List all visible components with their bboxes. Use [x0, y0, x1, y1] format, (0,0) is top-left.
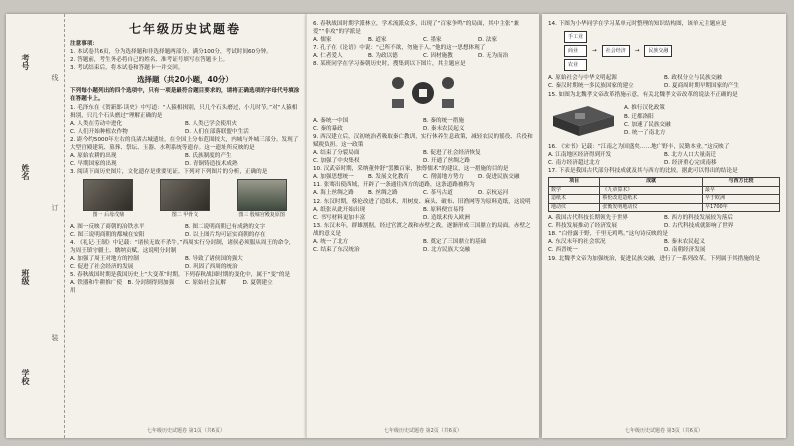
exam-title: 七年级历史试题卷 [128, 22, 241, 36]
table-cell: 《九章算术》 [600, 186, 703, 195]
option: C. 因材施教 [423, 53, 453, 60]
option: C. 加速了民族交融 [624, 121, 671, 128]
option: D. 古代科技成就影响了世界 [664, 223, 734, 230]
question-14-options [548, 74, 780, 82]
question-17-options [548, 214, 780, 222]
option: D. 南朝经济发展 [664, 247, 706, 254]
question-18: 18. “白骨露于野，千里无鸡鸣。”这句诗反映的是 [548, 231, 668, 238]
option: D. 京杭运河 [478, 190, 509, 197]
question-11: 11. 张骞出使西域，开辟了一条通往西方的道路，这条道路被称为 [313, 182, 475, 189]
option: D. 秦末农民起义 [423, 125, 465, 132]
question-2: 2. 距今约5000年左右的良渚古城遗址，在全国上分布范围较大，内城与外城三部分。发现了大型宫殿建筑、墓葬、祭坛、玉器、水利系统等遗存。这一遗址所反映的是 [70, 136, 299, 152]
diagram-box: 商业 [564, 45, 587, 57]
option: B. 政权分立与民族交融 [664, 75, 722, 82]
option: A. 推行汉化政策 [624, 105, 665, 112]
option: C. 茶马古道 [423, 190, 453, 197]
question-4-options [70, 255, 300, 263]
option: B. 迁都洛阳 [624, 113, 654, 120]
caption: 图一 后母戊鼎 [92, 212, 125, 219]
option: A. 统一了北方 [313, 238, 349, 245]
table-row [549, 203, 780, 212]
diagram-box: 手工业 [564, 31, 587, 43]
question-5-options [70, 279, 300, 295]
question-2-options [70, 160, 300, 168]
option: C. 人们开始种植农作物 [70, 128, 128, 135]
question-9-options [313, 157, 533, 165]
option: C. 加强了中央集权 [313, 158, 360, 165]
question-7: 7. 孔子在《论语》中说：“己所不欲，勿施于人。”他的这一思想体现了 [313, 45, 486, 52]
option: C. 书写材料更加丰富 [313, 214, 366, 221]
figure-2 [160, 179, 210, 219]
option: B. 北方人口大量南迁 [664, 151, 717, 158]
achievements-table [548, 177, 780, 212]
question-10: 10. 汉武帝时期，采纳董仲舒“罢黜百家，独尊儒术”的建议，这一措施的目的是 [313, 166, 509, 173]
option: C. 秦的暴政 [313, 125, 343, 132]
option: B. 导致了诸侯国的强大 [185, 255, 243, 262]
question-10-options [313, 173, 533, 181]
figure-1 [83, 179, 133, 219]
table-row [549, 195, 780, 204]
option: A. 江南地区经济得到开发 [548, 151, 612, 158]
option: D. 造纸术传入欧洲 [423, 214, 471, 221]
option: B. 西方的科技发展较为落后 [664, 215, 733, 222]
question-16-options [548, 151, 780, 159]
arrow-icon: → [592, 48, 597, 55]
question-6: 6. 春秋战国时期学派林立，学术流派众多，出现了“百家争鸣”的局面，其中主张“兼爱”“非攻”的学派是 [313, 21, 519, 36]
question-3-options [70, 223, 300, 231]
option: A. 人类在劳动中进化 [70, 120, 123, 127]
option: A. 加强了周王对地方的控制 [70, 255, 139, 262]
coins-illustration [388, 73, 458, 113]
option: C. 南方经济超过北方 [548, 159, 601, 166]
option: D. 促进民族交融 [478, 174, 520, 181]
table-header-cell: 项目 [549, 178, 600, 187]
option: B. 图二说明商朝已有成熟的文字 [185, 223, 266, 230]
table-cell: 张衡发明地动仪 [600, 203, 703, 212]
option: A. 儒家 [313, 37, 332, 44]
question-3: 3. 阅读下面历史图片，文化遗存是重要见证。下列对下列图片的分析，正确的是 [70, 169, 268, 176]
school-label: 学校 [21, 369, 30, 385]
question-12-options [313, 214, 533, 222]
exam-number-label: 考号 [21, 54, 30, 70]
question-8: 8. 某班同学在学习秦朝历史时，搜集到以下图片，其主题应是 [313, 61, 466, 68]
question-14: 14. 下图为小华同学在学习某单元时整理的知识结构图，该单元主题应是 [548, 21, 727, 27]
question-13-options [313, 246, 533, 254]
question-9: 9. 西汉建立后，汉初统治者吸取秦亡教训，实行休养生息政策，减轻农民的徭役、兵役和赋税负担。这一政策 [313, 133, 533, 148]
question-1-options [70, 120, 300, 128]
question-7-options [313, 52, 533, 60]
question-16-options [548, 159, 780, 167]
option: A. 图一反映了商朝的冶铁水平 [70, 223, 145, 230]
option: D. 以上图片均可证实商朝的存在 [185, 231, 266, 238]
option: C. 图三说明商朝的都城在安阳 [70, 231, 145, 238]
option: B. 原料便宜易得 [423, 206, 464, 213]
notice-heading: 注意事项： [70, 41, 98, 47]
section-intro: 下列每小题列出的四个选项中，只有一项是最符合题目要求的，请将正确选项的字母代号填涂在答题卡上。 [70, 88, 300, 103]
knowledge-diagram [564, 31, 780, 71]
question-4-options [70, 263, 300, 271]
table-cell: 蔡伦改进造纸术 [600, 195, 703, 204]
option: A. 秦统一中国 [313, 117, 349, 124]
option: A. 纸张从此开始出现 [313, 206, 366, 213]
question-2-options [70, 152, 300, 160]
question-18-options [548, 246, 780, 254]
option: B. 为政以德 [368, 53, 398, 60]
option: D. 法家 [478, 37, 498, 44]
option: B. 氏族制度的产生 [185, 153, 232, 160]
diagram-box: 社会经济 [602, 45, 630, 57]
table-cell: 造纸术 [549, 195, 600, 204]
option: C. 科技发展推动了经济发展 [548, 223, 617, 230]
option: A. 加强思想统一 [313, 174, 354, 181]
option: C. 秦汉时期统一多民族国家的建立 [548, 83, 634, 90]
option: C. 墨家 [423, 37, 442, 44]
figure-3 [237, 179, 287, 219]
option: D. 经济重心完成南移 [664, 159, 717, 166]
question-13-options [313, 238, 533, 246]
caption: 图三 殷墟宫殿复原图 [238, 212, 285, 219]
question-1-options [70, 128, 300, 136]
oracle-bone-image [160, 179, 210, 211]
question-9-options [313, 149, 533, 157]
page-middle [306, 14, 539, 438]
question-11-options [313, 189, 533, 197]
option: D. 巩固了西周的统治 [185, 263, 238, 270]
diagram-box: 农业 [564, 59, 587, 71]
page-footer: 七年级历史试题卷 第2页（共6页） [384, 428, 462, 434]
option: C. 西晋统一 [548, 247, 578, 254]
option: D. 北方民族大交融 [423, 247, 471, 254]
question-4: 4. 《礼记·王制》中记载：“诸侯无故不杀牛。”西周实行分封制，诸侯必须服从周王的命令，为周王镇守疆土、缴纳贡赋。这说明分封制 [70, 239, 295, 254]
option: A. 原始农耕的出现 [70, 153, 117, 160]
question-8-options [313, 117, 533, 125]
option: C. 原始社会瓦解 [185, 280, 227, 287]
question-3-images [70, 179, 300, 219]
binding-mark-seal: 装 [51, 334, 59, 341]
question-19: 19. 北魏孝文帝为加强统治，促进民族交融，进行了一系列改革。下列属于其措施的是 [548, 255, 761, 262]
option: D. 统一了南北方 [624, 129, 666, 136]
option: D. 人们在部落联盟中生活 [185, 128, 249, 135]
name-label: 姓名 [21, 164, 30, 180]
option: D. 夏朝建立 [242, 280, 273, 287]
question-8-options [313, 125, 533, 133]
option: D. 夏商周时期早期国家的产生 [664, 83, 739, 90]
page-left [6, 14, 306, 438]
option: A. 海上丝绸之路 [313, 190, 354, 197]
option: B. 促进了社会经济恢复 [423, 149, 481, 156]
page1-content [70, 20, 300, 422]
option: A. 铁器和牛耕推广使用 [70, 280, 123, 295]
page3-content [548, 20, 780, 422]
table-cell: 早于欧洲 [702, 195, 779, 204]
question-16: 16. 《宋书》记载：“江南之为国盛矣……地广野丰，民勤本业。”这反映了 [548, 143, 730, 150]
option: C. 削弱地方势力 [423, 174, 465, 181]
notice-item: 1. 本试卷共6页，分为选择题和非选择题两部分。满分100分，考试时间60分钟。 [70, 49, 272, 56]
table-header [549, 178, 780, 187]
question-15: 15. 如图为北魏孝文帝改革措施示意，有关北魏孝文帝改革的说法不正确的是 [548, 91, 738, 98]
notice-item: 2. 答题前，考生务必将自己的姓名、准考证号填写在答题卡上。 [70, 57, 229, 64]
question-1: 1. 毛泽东在《贺新郎·读史》中写道：“人猿相揖别，只几个石头磨过，小儿时节。”对“人猿相揖别，只几个石头磨过”理解正确的是 [70, 104, 298, 119]
question-13: 13. 东汉末年，群雄割据，经过官渡之战和赤壁之战，逐渐形成三国鼎立的局面。赤壁之战的意义是 [313, 222, 531, 237]
question-15-options [624, 104, 780, 136]
option: B. 发展文化教育 [368, 174, 409, 181]
question-18-options [548, 238, 780, 246]
table-header-cell: 成就 [600, 178, 703, 187]
option: C. 早期国家的出现 [70, 161, 117, 168]
question-5: 5. 春秋战国时期是我国历史上“大变革”时期。下列春秋战国时期的变化中，属于“变”的是 [70, 272, 291, 279]
option: B. 丝绸之路 [368, 190, 398, 197]
option: B. 道家 [368, 37, 387, 44]
option: A. 结束了分裂局面 [313, 149, 360, 156]
table-cell: 地动仪 [549, 203, 600, 212]
diagram-left [564, 31, 587, 71]
option: D. 无为而治 [478, 53, 509, 60]
arrow-icon: → [634, 48, 640, 55]
option: A. 我国古代科技长期领先于世界 [548, 215, 629, 222]
question-17-options [548, 222, 780, 230]
question-17: 17. 下表是我国古代部分科技成就及其与西方的比较。据此可以得出的结论是 [548, 167, 738, 174]
binding-strip [6, 14, 65, 438]
option: C. 促进了社会经济的发展 [70, 263, 134, 270]
binding-mark-order: 订 [51, 204, 59, 211]
table-header-cell: 与西方比较 [702, 178, 779, 187]
page-footer: 七年级历史试题卷 第3页（共6页） [625, 428, 703, 434]
option: A. 东汉末年的社会状况 [548, 239, 606, 246]
option: B. 分封制得到加强 [127, 280, 175, 287]
page-footer: 七年级历史试题卷 第1页（共6页） [147, 428, 225, 434]
question-12: 12. 东汉时期，蔡伦改进了造纸术，用树皮、麻头、破布、旧渔网等为原料造纸，这说明 [313, 198, 531, 205]
option: B. 秦末农民起义 [664, 239, 705, 246]
option: B. 秦的统一措施 [423, 117, 464, 124]
coins-image [388, 73, 458, 113]
option: D. 开通了丝绸之路 [423, 158, 471, 165]
palace-image [237, 179, 287, 211]
notice-item: 3. 考试结束后，将本试卷和答题卡一并交回。 [70, 65, 184, 72]
page-right [542, 14, 786, 438]
option: C. 结束了东汉统治 [313, 247, 360, 254]
page2-content [313, 20, 533, 422]
question-14-options [548, 82, 780, 90]
table-cell: 早1700年 [702, 203, 779, 212]
table-row [549, 186, 780, 195]
question-3-options [70, 231, 300, 239]
option: B. 奠定了三国鼎立的基础 [423, 238, 487, 245]
table-cell: 最早 [702, 186, 779, 195]
option: B. 人类已学会使用火 [185, 120, 238, 127]
table-cell: 数学 [549, 186, 600, 195]
question-6-options [313, 36, 533, 44]
option: D. 青铜铸造技术成熟 [185, 161, 238, 168]
diagram-box: 民族交融 [644, 45, 672, 57]
question-15-block [548, 102, 780, 140]
city-model-image [548, 102, 618, 140]
bronze-ding-image [83, 179, 133, 211]
option: A. 仁者爱人 [313, 53, 343, 60]
caption: 图二 甲骨文 [171, 212, 199, 219]
binding-mark-line: 线 [51, 74, 59, 81]
option: A. 原始社会与中华文明起源 [548, 75, 617, 82]
question-12-options [313, 206, 533, 214]
section-heading: 选择题（共20小题，40分） [137, 75, 233, 85]
class-label: 班级 [21, 269, 30, 285]
